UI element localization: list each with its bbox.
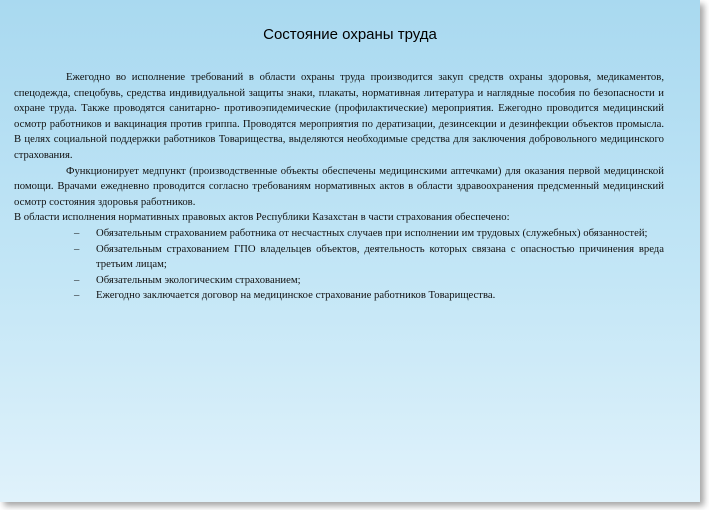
list-item (74, 242, 664, 273)
paragraph-procurement: Ежегодно во исполнение требований в области охраны труда производится закуп средств охраны здоровья, медикаментов, спецодежда, спецобувь, средства индивидуальной защиты знаки, плакаты, нормативная литература и наглядные пособия по безопасности и охране труда. Также проводятся санитарно- противоэпидемические (профилактические) мероприятия. Ежегодно проводится медицинский осмотр работников и вакцинация против гриппа. Проводятся мероприятия по дератизации, дезинсекции и дезинфекции объектов промысла. В целях социальной поддержки работников Товарищества, выделяются необходимые средства для заключения добровольного медицинского страхования. (14, 71, 664, 161)
list-item-text: Ежегодно заключается договор на медицинское страхование работников Товарищества. (96, 289, 496, 302)
list-item-text: Обязательным страхованием работника от несчастных случаев при исполнении им трудовых (служебных) обязанностей; (96, 226, 648, 239)
bullet-dash: – (74, 226, 80, 239)
list-item (74, 288, 664, 304)
list-item-text: Обязательным экологическим страхованием; (96, 273, 301, 286)
insurance-list (14, 226, 664, 304)
document-body (14, 70, 664, 304)
list-item (74, 273, 664, 289)
page-title: Состояние охраны труда (263, 26, 437, 43)
paragraph-medical-point: Функционирует медпункт (производственные объекты обеспечены медицинскими аптечками) для оказания первой медицинской помощи. Врачами ежедневно проводится согласно требованиям нормативных актов в области здравоохранения предсменный медицинский осмотр состояния здоровья работников. (14, 164, 664, 208)
bullet-dash: – (74, 273, 80, 286)
bullet-dash: – (74, 289, 80, 302)
paragraph-insurance-intro: В области исполнения нормативных правовых актов Республики Казахстан в части страхования обеспечено: (14, 211, 510, 224)
bullet-dash: – (74, 242, 80, 255)
list-item (74, 226, 664, 242)
list-item-text: Обязательным страхованием ГПО владельцев объектов, деятельность которых связана с опасностью причинения вреда третьим лицам; (96, 242, 664, 271)
